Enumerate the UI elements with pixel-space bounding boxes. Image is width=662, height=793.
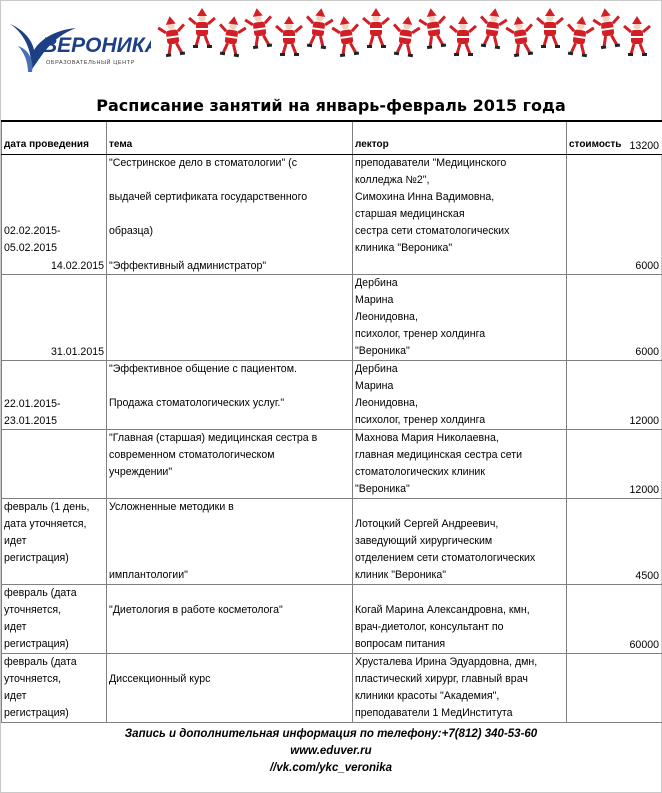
footer-website-link[interactable]: www.eduver.ru — [290, 745, 372, 757]
table-row — [2, 499, 662, 585]
row-topic — [107, 361, 353, 430]
santa-figure-icon — [363, 8, 389, 48]
santa-garland-decoration — [155, 8, 655, 68]
price-text: 6000 — [635, 260, 659, 272]
santa-figure-icon — [390, 14, 421, 57]
topic-text: Диссекционный курс — [109, 673, 211, 685]
veronika-logo — [6, 6, 151, 76]
lecturer-text: Махнова Мария Николаевна, главная медицинская сестра сети стоматологических клиник "Вероника" — [355, 432, 523, 495]
santa-figure-icon — [450, 16, 476, 56]
lecturer-text: Лотоцкий Сергей Андреевич, заведующий хирургическим отделением сети стоматологических клиник "Вероника" — [355, 518, 536, 581]
row-lecturer — [353, 155, 567, 275]
date-text: 14.02.2015 — [50, 260, 104, 272]
header-date: дата проведения — [2, 121, 107, 155]
santa-figure-icon — [505, 14, 536, 57]
santa-figure-icon — [303, 8, 334, 50]
footer-phone-line: Запись и дополнительная информация по телефону:+7(812) 340-53-60 — [124, 728, 538, 740]
page-title: Расписание занятий на январь-февраль 2015 года — [96, 96, 566, 115]
topic-text: "Сестринское дело в стоматологии" (с выдачей сертификата государственного образца) — [109, 157, 308, 237]
price-text: 13200 — [629, 140, 659, 152]
row-date — [2, 155, 107, 275]
row-date — [2, 585, 107, 654]
row-lecturer — [353, 654, 567, 723]
row-topic — [107, 499, 353, 585]
table-row — [2, 155, 662, 275]
santa-figure-icon — [331, 14, 362, 57]
row-lecturer — [353, 585, 567, 654]
logo-brand-text: ВЕРОНИКА — [42, 34, 151, 57]
header-price: стоимость — [567, 121, 662, 155]
santa-figure-icon — [216, 14, 247, 57]
row-date — [2, 398, 107, 499]
santa-figure-icon — [564, 14, 595, 57]
lecturer-text: Хрусталева Ирина Эдуардовна, дмн, пластический хирург, главный врач клиники красоты "Академия", преподаватели 1 МедИнститута — [355, 656, 538, 719]
santa-figure-icon — [624, 16, 650, 56]
topic-text: "Эффективное общение с пациентом. Продажа стоматологических услуг." — [109, 363, 297, 409]
table-row — [2, 430, 662, 499]
santa-figure-icon — [276, 16, 302, 56]
date-text: февраль (1 день, дата уточняется, идет регистрация) — [4, 501, 90, 564]
date-text: 22.01.2015- 23.01.2015 — [4, 398, 61, 427]
lecturer-text: Дербина Марина Леонидовна, психолог, тренер холдинга — [355, 363, 486, 426]
date-text: февраль (дата уточняется, идет регистрация) — [4, 587, 77, 650]
footer-vk-link[interactable]: //vk.com/ykc_veronika — [269, 762, 393, 774]
santa-figure-icon — [189, 8, 215, 48]
santa-figure-icon — [157, 14, 188, 57]
row-lecturer — [353, 361, 567, 430]
table-row — [2, 585, 662, 654]
price-text: 12000 — [629, 415, 659, 427]
lecturer-text: Когай Марина Александровна, кмн, врач-диетолог, консультант по вопросам питания — [355, 604, 530, 650]
topic-text: "Эффективный администратор" — [109, 260, 267, 272]
row-date — [2, 654, 107, 723]
logo-tagline-text: ОБРАЗОВАТЕЛЬНЫЙ ЦЕНТР — [46, 60, 135, 66]
price-text: 6000 — [635, 346, 659, 358]
santa-figure-icon — [537, 8, 563, 48]
topic-text: "Диетология в работе косметолога" — [109, 604, 283, 616]
table-row — [2, 654, 662, 723]
price-text: 12000 — [629, 484, 659, 496]
topic-text: Усложненные методики в имплантологии" — [109, 501, 234, 581]
lecturer-text: преподаватели "Медицинского колледжа №2", Симохина Инна Вадимовна, старшая медицинская сестра сети стоматологических клиника "Вероника" — [355, 157, 510, 254]
row-topic — [107, 155, 353, 275]
lecturer-text: Дербина Марина Леонидовна, психолог, тренер холдинга "Вероника" — [355, 277, 486, 357]
row-date — [2, 499, 107, 585]
schedule-table — [1, 120, 662, 723]
date-text: 31.01.2015 — [50, 346, 104, 358]
santa-figure-icon — [477, 8, 508, 50]
row-topic — [107, 585, 353, 654]
row-topic — [107, 430, 353, 499]
header-lecturer: лектор — [353, 121, 567, 155]
price-text: 4500 — [635, 570, 659, 582]
row-lecturer — [353, 430, 567, 499]
row-topic — [107, 260, 353, 361]
price-text: 60000 — [629, 639, 659, 651]
santa-figure-icon — [244, 8, 275, 50]
table-header-row — [2, 121, 662, 155]
row-price — [567, 639, 662, 723]
row-lecturer — [353, 275, 567, 361]
header-topic: тема — [107, 121, 353, 155]
santa-figure-icon — [592, 8, 623, 50]
date-text: 02.02.2015- 05.02.2015 — [4, 225, 61, 254]
row-topic — [107, 654, 353, 723]
row-lecturer — [353, 499, 567, 585]
table-row — [2, 361, 662, 430]
date-text: февраль (дата уточняется, идет регистрация) — [4, 656, 77, 719]
topic-text: "Главная (старшая) медицинская сестра в современном стоматологическом учреждении" — [109, 432, 318, 478]
contact-footer — [0, 726, 662, 777]
santa-figure-icon — [418, 8, 449, 50]
